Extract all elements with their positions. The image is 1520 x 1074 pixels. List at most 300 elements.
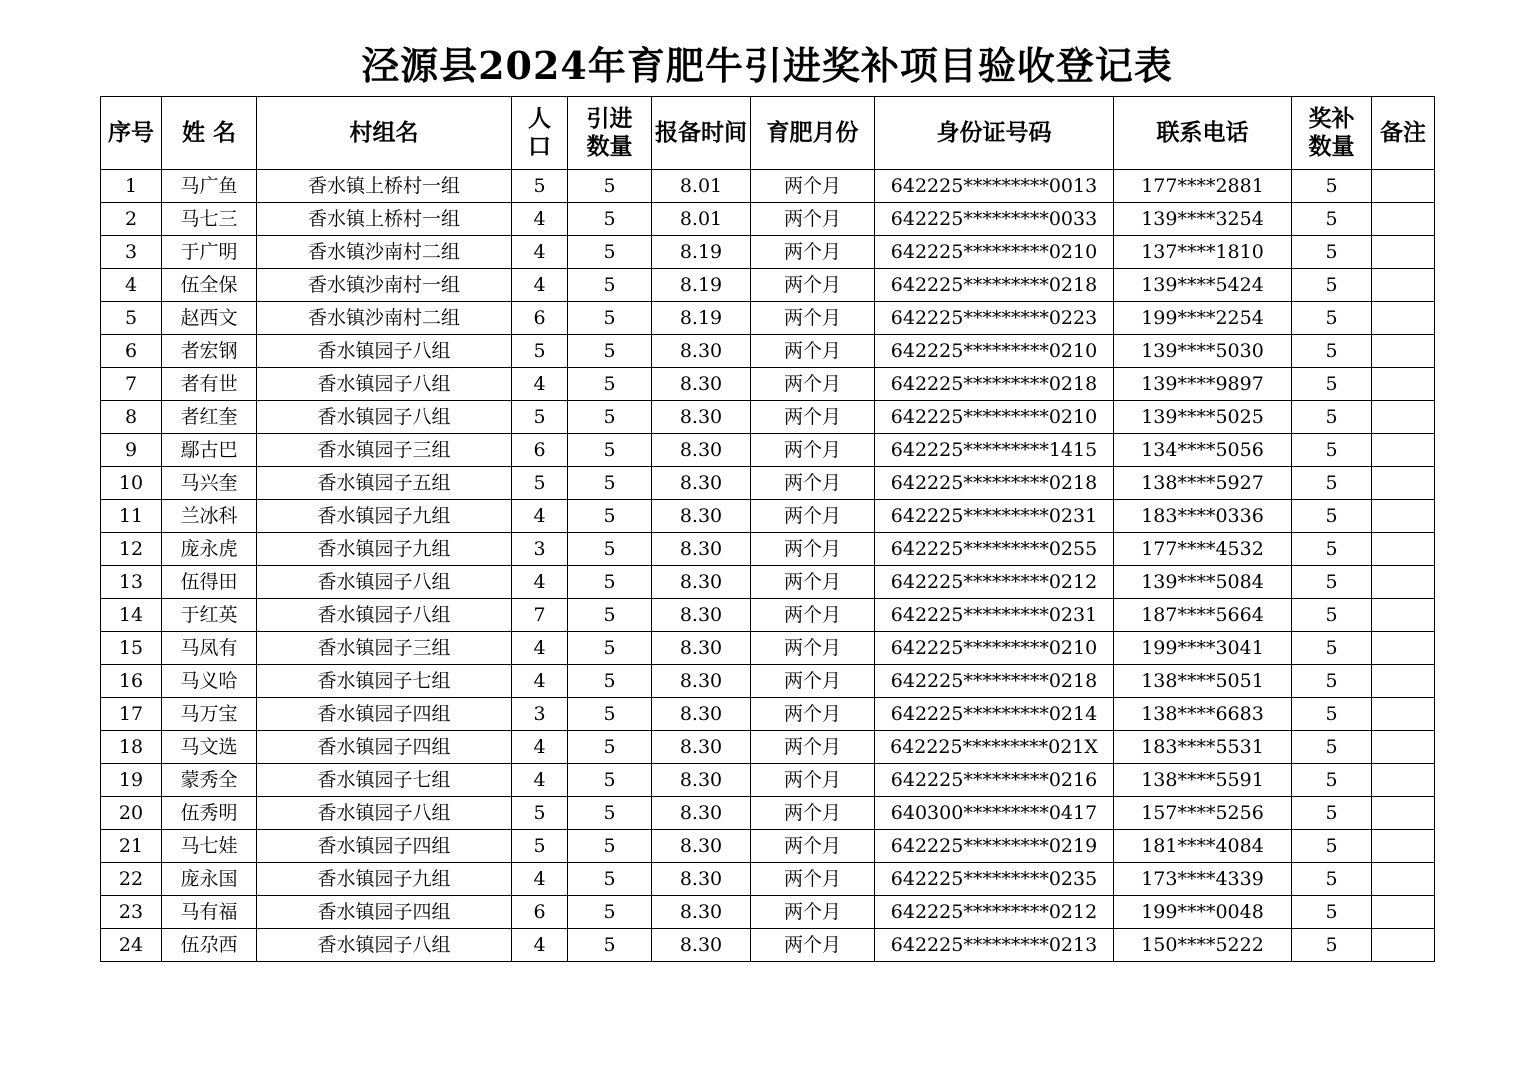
- cell-remarks: [1372, 797, 1435, 830]
- cell-subsidy-count: 5: [1292, 764, 1372, 797]
- cell-subsidy-count: 5: [1292, 698, 1372, 731]
- cell-report-time: 8.30: [652, 401, 751, 434]
- cell-village: 香水镇沙南村二组: [257, 236, 512, 269]
- cell-subsidy-count: 5: [1292, 665, 1372, 698]
- cell-name: 伍全保: [162, 269, 257, 302]
- cell-name: 赵西文: [162, 302, 257, 335]
- cell-fattening-months: 两个月: [751, 467, 875, 500]
- cell-import-count: 5: [568, 401, 652, 434]
- cell-id-number: 642225*********0210: [875, 335, 1114, 368]
- cell-phone: 199****3041: [1114, 632, 1292, 665]
- cell-fattening-months: 两个月: [751, 203, 875, 236]
- table-row: [101, 698, 1435, 731]
- cell-phone: 137****1810: [1114, 236, 1292, 269]
- cell-fattening-months: 两个月: [751, 170, 875, 203]
- cell-phone: 139****5025: [1114, 401, 1292, 434]
- cell-report-time: 8.30: [652, 632, 751, 665]
- cell-report-time: 8.30: [652, 698, 751, 731]
- cell-subsidy-count: 5: [1292, 368, 1372, 401]
- table-row: [101, 401, 1435, 434]
- cell-report-time: 8.30: [652, 797, 751, 830]
- cell-village: 香水镇园子五组: [257, 467, 512, 500]
- cell-fattening-months: 两个月: [751, 665, 875, 698]
- cell-name: 者有世: [162, 368, 257, 401]
- cell-import-count: 5: [568, 269, 652, 302]
- cell-import-count: 5: [568, 302, 652, 335]
- cell-phone: 139****5030: [1114, 335, 1292, 368]
- cell-phone: 199****0048: [1114, 896, 1292, 929]
- cell-phone: 183****5531: [1114, 731, 1292, 764]
- cell-index: 15: [101, 632, 162, 665]
- cell-remarks: [1372, 863, 1435, 896]
- cell-remarks: [1372, 302, 1435, 335]
- cell-import-count: 5: [568, 335, 652, 368]
- cell-import-count: 5: [568, 533, 652, 566]
- cell-id-number: 642225*********0231: [875, 500, 1114, 533]
- cell-population: 4: [512, 203, 568, 236]
- cell-phone: 138****6683: [1114, 698, 1292, 731]
- cell-subsidy-count: 5: [1292, 731, 1372, 764]
- cell-name: 伍秀明: [162, 797, 257, 830]
- table-row: [101, 335, 1435, 368]
- cell-report-time: 8.30: [652, 500, 751, 533]
- table-row: [101, 665, 1435, 698]
- cell-fattening-months: 两个月: [751, 896, 875, 929]
- cell-id-number: 642225*********0013: [875, 170, 1114, 203]
- cell-import-count: 5: [568, 434, 652, 467]
- table-row: [101, 764, 1435, 797]
- cell-import-count: 5: [568, 896, 652, 929]
- cell-phone: 177****2881: [1114, 170, 1292, 203]
- cell-subsidy-count: 5: [1292, 863, 1372, 896]
- table-row: [101, 929, 1435, 962]
- cell-index: 4: [101, 269, 162, 302]
- table-row: [101, 533, 1435, 566]
- cell-name: 者红奎: [162, 401, 257, 434]
- cell-subsidy-count: 5: [1292, 203, 1372, 236]
- cell-remarks: [1372, 929, 1435, 962]
- cell-index: 5: [101, 302, 162, 335]
- cell-phone: 183****0336: [1114, 500, 1292, 533]
- cell-report-time: 8.30: [652, 533, 751, 566]
- cell-village: 香水镇园子七组: [257, 665, 512, 698]
- cell-remarks: [1372, 269, 1435, 302]
- cell-population: 4: [512, 764, 568, 797]
- cell-remarks: [1372, 533, 1435, 566]
- cell-name: 伍尕西: [162, 929, 257, 962]
- cell-import-count: 5: [568, 632, 652, 665]
- cell-report-time: 8.30: [652, 434, 751, 467]
- cell-fattening-months: 两个月: [751, 731, 875, 764]
- cell-name: 马文选: [162, 731, 257, 764]
- cell-import-count: 5: [568, 368, 652, 401]
- cell-fattening-months: 两个月: [751, 533, 875, 566]
- table-row: [101, 599, 1435, 632]
- cell-population: 6: [512, 896, 568, 929]
- cell-village: 香水镇园子九组: [257, 533, 512, 566]
- cell-village: 香水镇上桥村一组: [257, 203, 512, 236]
- cell-index: 24: [101, 929, 162, 962]
- cell-id-number: 642225*********0033: [875, 203, 1114, 236]
- cell-phone: 181****4084: [1114, 830, 1292, 863]
- cell-village: 香水镇园子四组: [257, 830, 512, 863]
- cell-import-count: 5: [568, 830, 652, 863]
- cell-fattening-months: 两个月: [751, 368, 875, 401]
- cell-remarks: [1372, 434, 1435, 467]
- cell-village: 香水镇园子四组: [257, 698, 512, 731]
- cell-phone: 157****5256: [1114, 797, 1292, 830]
- cell-id-number: 642225*********0214: [875, 698, 1114, 731]
- cell-name: 马有福: [162, 896, 257, 929]
- cell-subsidy-count: 5: [1292, 533, 1372, 566]
- cell-population: 4: [512, 236, 568, 269]
- cell-subsidy-count: 5: [1292, 929, 1372, 962]
- cell-population: 5: [512, 170, 568, 203]
- cell-village: 香水镇园子七组: [257, 764, 512, 797]
- cell-id-number: 642225*********0212: [875, 896, 1114, 929]
- table-row: [101, 632, 1435, 665]
- cell-name: 于广明: [162, 236, 257, 269]
- cell-report-time: 8.30: [652, 896, 751, 929]
- cell-village: 香水镇园子八组: [257, 797, 512, 830]
- cell-remarks: [1372, 731, 1435, 764]
- cell-id-number: 642225*********0216: [875, 764, 1114, 797]
- cell-id-number: 642225*********0231: [875, 599, 1114, 632]
- table-row: [101, 467, 1435, 500]
- cell-id-number: 642225*********0219: [875, 830, 1114, 863]
- cell-phone: 177****4532: [1114, 533, 1292, 566]
- cell-index: 9: [101, 434, 162, 467]
- cell-id-number: 642225*********0223: [875, 302, 1114, 335]
- cell-phone: 138****5927: [1114, 467, 1292, 500]
- cell-phone: 134****5056: [1114, 434, 1292, 467]
- cell-id-number: 642225*********0213: [875, 929, 1114, 962]
- header-import-count: 引进数量: [568, 97, 652, 170]
- cell-village: 香水镇园子八组: [257, 599, 512, 632]
- cell-name: 兰冰科: [162, 500, 257, 533]
- cell-phone: 139****5084: [1114, 566, 1292, 599]
- cell-report-time: 8.30: [652, 335, 751, 368]
- cell-population: 3: [512, 698, 568, 731]
- cell-subsidy-count: 5: [1292, 632, 1372, 665]
- cell-id-number: 642225*********0210: [875, 401, 1114, 434]
- cell-remarks: [1372, 764, 1435, 797]
- cell-name: 马凤有: [162, 632, 257, 665]
- cell-population: 4: [512, 566, 568, 599]
- cell-import-count: 5: [568, 203, 652, 236]
- cell-fattening-months: 两个月: [751, 401, 875, 434]
- cell-report-time: 8.30: [652, 830, 751, 863]
- cell-remarks: [1372, 599, 1435, 632]
- cell-name: 马七娃: [162, 830, 257, 863]
- cell-phone: 139****9897: [1114, 368, 1292, 401]
- cell-fattening-months: 两个月: [751, 698, 875, 731]
- cell-import-count: 5: [568, 467, 652, 500]
- cell-subsidy-count: 5: [1292, 566, 1372, 599]
- cell-name: 马广鱼: [162, 170, 257, 203]
- cell-index: 20: [101, 797, 162, 830]
- cell-remarks: [1372, 500, 1435, 533]
- cell-population: 5: [512, 401, 568, 434]
- cell-report-time: 8.30: [652, 929, 751, 962]
- header-population: 人口: [512, 97, 568, 170]
- cell-id-number: 642225*********0235: [875, 863, 1114, 896]
- cell-index: 16: [101, 665, 162, 698]
- cell-remarks: [1372, 236, 1435, 269]
- cell-subsidy-count: 5: [1292, 797, 1372, 830]
- cell-phone: 150****5222: [1114, 929, 1292, 962]
- cell-import-count: 5: [568, 698, 652, 731]
- cell-fattening-months: 两个月: [751, 599, 875, 632]
- cell-remarks: [1372, 665, 1435, 698]
- cell-village: 香水镇园子八组: [257, 335, 512, 368]
- cell-subsidy-count: 5: [1292, 269, 1372, 302]
- cell-name: 马义哈: [162, 665, 257, 698]
- cell-id-number: 642225*********0218: [875, 269, 1114, 302]
- cell-village: 香水镇园子八组: [257, 566, 512, 599]
- cell-village: 香水镇园子三组: [257, 632, 512, 665]
- cell-name: 庞永虎: [162, 533, 257, 566]
- cell-id-number: 642225*********0218: [875, 665, 1114, 698]
- cell-index: 18: [101, 731, 162, 764]
- cell-index: 22: [101, 863, 162, 896]
- cell-name: 伍得田: [162, 566, 257, 599]
- cell-village: 香水镇园子九组: [257, 863, 512, 896]
- cell-name: 蒙秀全: [162, 764, 257, 797]
- cell-subsidy-count: 5: [1292, 500, 1372, 533]
- table-row: [101, 566, 1435, 599]
- table-row: [101, 896, 1435, 929]
- cell-population: 3: [512, 533, 568, 566]
- cell-subsidy-count: 5: [1292, 830, 1372, 863]
- cell-fattening-months: 两个月: [751, 632, 875, 665]
- cell-population: 4: [512, 632, 568, 665]
- cell-phone: 138****5591: [1114, 764, 1292, 797]
- cell-fattening-months: 两个月: [751, 929, 875, 962]
- cell-report-time: 8.19: [652, 269, 751, 302]
- cell-population: 5: [512, 335, 568, 368]
- cell-subsidy-count: 5: [1292, 896, 1372, 929]
- cell-index: 7: [101, 368, 162, 401]
- cell-fattening-months: 两个月: [751, 863, 875, 896]
- cell-fattening-months: 两个月: [751, 764, 875, 797]
- cell-name: 者宏钢: [162, 335, 257, 368]
- table-row: [101, 830, 1435, 863]
- cell-name: 马万宝: [162, 698, 257, 731]
- cell-subsidy-count: 5: [1292, 434, 1372, 467]
- header-name: 姓 名: [162, 97, 257, 170]
- cell-id-number: 642225*********0210: [875, 632, 1114, 665]
- cell-population: 4: [512, 929, 568, 962]
- header-village: 村组名: [257, 97, 512, 170]
- cell-fattening-months: 两个月: [751, 830, 875, 863]
- cell-remarks: [1372, 170, 1435, 203]
- registration-table: [100, 96, 1435, 962]
- header-index: 序号: [101, 97, 162, 170]
- cell-import-count: 5: [568, 797, 652, 830]
- cell-report-time: 8.30: [652, 731, 751, 764]
- table-row: [101, 170, 1435, 203]
- cell-village: 香水镇沙南村二组: [257, 302, 512, 335]
- cell-name: 于红英: [162, 599, 257, 632]
- cell-import-count: 5: [568, 170, 652, 203]
- cell-index: 2: [101, 203, 162, 236]
- cell-report-time: 8.30: [652, 665, 751, 698]
- header-id-number: 身份证号码: [875, 97, 1114, 170]
- cell-index: 21: [101, 830, 162, 863]
- cell-phone: 139****5424: [1114, 269, 1292, 302]
- cell-remarks: [1372, 203, 1435, 236]
- cell-remarks: [1372, 830, 1435, 863]
- table-row: [101, 500, 1435, 533]
- table-row: [101, 203, 1435, 236]
- cell-import-count: 5: [568, 731, 652, 764]
- cell-subsidy-count: 5: [1292, 302, 1372, 335]
- cell-subsidy-count: 5: [1292, 236, 1372, 269]
- cell-village: 香水镇园子三组: [257, 434, 512, 467]
- cell-population: 4: [512, 665, 568, 698]
- cell-village: 香水镇园子八组: [257, 401, 512, 434]
- cell-id-number: 640300*********0417: [875, 797, 1114, 830]
- cell-id-number: 642225*********1415: [875, 434, 1114, 467]
- cell-population: 4: [512, 269, 568, 302]
- table-row: [101, 731, 1435, 764]
- table-row: [101, 863, 1435, 896]
- cell-report-time: 8.01: [652, 203, 751, 236]
- cell-id-number: 642225*********0212: [875, 566, 1114, 599]
- header-fattening-months: 育肥月份: [751, 97, 875, 170]
- cell-name: 鄢古巴: [162, 434, 257, 467]
- cell-report-time: 8.30: [652, 566, 751, 599]
- cell-name: 马兴奎: [162, 467, 257, 500]
- cell-village: 香水镇园子八组: [257, 368, 512, 401]
- cell-index: 8: [101, 401, 162, 434]
- cell-population: 5: [512, 797, 568, 830]
- cell-population: 6: [512, 434, 568, 467]
- header-remarks: 备注: [1372, 97, 1435, 170]
- cell-subsidy-count: 5: [1292, 401, 1372, 434]
- cell-phone: 139****3254: [1114, 203, 1292, 236]
- cell-import-count: 5: [568, 566, 652, 599]
- cell-phone: 199****2254: [1114, 302, 1292, 335]
- cell-remarks: [1372, 632, 1435, 665]
- cell-village: 香水镇园子八组: [257, 929, 512, 962]
- cell-id-number: 642225*********0210: [875, 236, 1114, 269]
- table-row: [101, 269, 1435, 302]
- cell-subsidy-count: 5: [1292, 335, 1372, 368]
- cell-id-number: 642225*********0218: [875, 467, 1114, 500]
- cell-remarks: [1372, 368, 1435, 401]
- cell-name: 庞永国: [162, 863, 257, 896]
- cell-population: 4: [512, 863, 568, 896]
- table-row: [101, 797, 1435, 830]
- cell-population: 5: [512, 830, 568, 863]
- cell-village: 香水镇园子四组: [257, 731, 512, 764]
- table-row: [101, 236, 1435, 269]
- cell-fattening-months: 两个月: [751, 335, 875, 368]
- cell-phone: 138****5051: [1114, 665, 1292, 698]
- cell-village: 香水镇上桥村一组: [257, 170, 512, 203]
- cell-village: 香水镇园子四组: [257, 896, 512, 929]
- cell-remarks: [1372, 566, 1435, 599]
- cell-remarks: [1372, 467, 1435, 500]
- cell-population: 4: [512, 368, 568, 401]
- cell-import-count: 5: [568, 929, 652, 962]
- cell-index: 14: [101, 599, 162, 632]
- cell-population: 5: [512, 467, 568, 500]
- cell-fattening-months: 两个月: [751, 236, 875, 269]
- cell-id-number: 642225*********0255: [875, 533, 1114, 566]
- cell-subsidy-count: 5: [1292, 599, 1372, 632]
- header-phone: 联系电话: [1114, 97, 1292, 170]
- cell-report-time: 8.19: [652, 302, 751, 335]
- cell-remarks: [1372, 698, 1435, 731]
- cell-import-count: 5: [568, 500, 652, 533]
- cell-index: 1: [101, 170, 162, 203]
- cell-report-time: 8.30: [652, 599, 751, 632]
- cell-name: 马七三: [162, 203, 257, 236]
- cell-fattening-months: 两个月: [751, 797, 875, 830]
- header-report-time: 报备时间: [652, 97, 751, 170]
- page-title: 泾源县2024年育肥牛引进奖补项目验收登记表: [361, 43, 1173, 88]
- cell-population: 4: [512, 500, 568, 533]
- cell-population: 7: [512, 599, 568, 632]
- cell-import-count: 5: [568, 764, 652, 797]
- cell-index: 23: [101, 896, 162, 929]
- cell-remarks: [1372, 401, 1435, 434]
- cell-index: 17: [101, 698, 162, 731]
- cell-import-count: 5: [568, 863, 652, 896]
- cell-id-number: 642225*********0218: [875, 368, 1114, 401]
- cell-index: 11: [101, 500, 162, 533]
- cell-index: 13: [101, 566, 162, 599]
- cell-index: 10: [101, 467, 162, 500]
- cell-population: 4: [512, 731, 568, 764]
- cell-report-time: 8.01: [652, 170, 751, 203]
- cell-import-count: 5: [568, 599, 652, 632]
- cell-report-time: 8.30: [652, 863, 751, 896]
- cell-report-time: 8.30: [652, 467, 751, 500]
- header-row: [101, 97, 1435, 170]
- cell-import-count: 5: [568, 665, 652, 698]
- cell-remarks: [1372, 335, 1435, 368]
- cell-id-number: 642225*********021X: [875, 731, 1114, 764]
- cell-fattening-months: 两个月: [751, 500, 875, 533]
- cell-fattening-months: 两个月: [751, 302, 875, 335]
- table-row: [101, 368, 1435, 401]
- cell-report-time: 8.19: [652, 236, 751, 269]
- cell-index: 12: [101, 533, 162, 566]
- cell-fattening-months: 两个月: [751, 434, 875, 467]
- cell-village: 香水镇沙南村一组: [257, 269, 512, 302]
- cell-index: 3: [101, 236, 162, 269]
- cell-report-time: 8.30: [652, 368, 751, 401]
- cell-phone: 173****4339: [1114, 863, 1292, 896]
- cell-fattening-months: 两个月: [751, 269, 875, 302]
- cell-import-count: 5: [568, 236, 652, 269]
- cell-fattening-months: 两个月: [751, 566, 875, 599]
- cell-remarks: [1372, 896, 1435, 929]
- cell-index: 19: [101, 764, 162, 797]
- cell-subsidy-count: 5: [1292, 170, 1372, 203]
- cell-report-time: 8.30: [652, 764, 751, 797]
- cell-subsidy-count: 5: [1292, 467, 1372, 500]
- cell-village: 香水镇园子九组: [257, 500, 512, 533]
- header-subsidy-count: 奖补数量: [1292, 97, 1372, 170]
- cell-population: 6: [512, 302, 568, 335]
- cell-phone: 187****5664: [1114, 599, 1292, 632]
- cell-index: 6: [101, 335, 162, 368]
